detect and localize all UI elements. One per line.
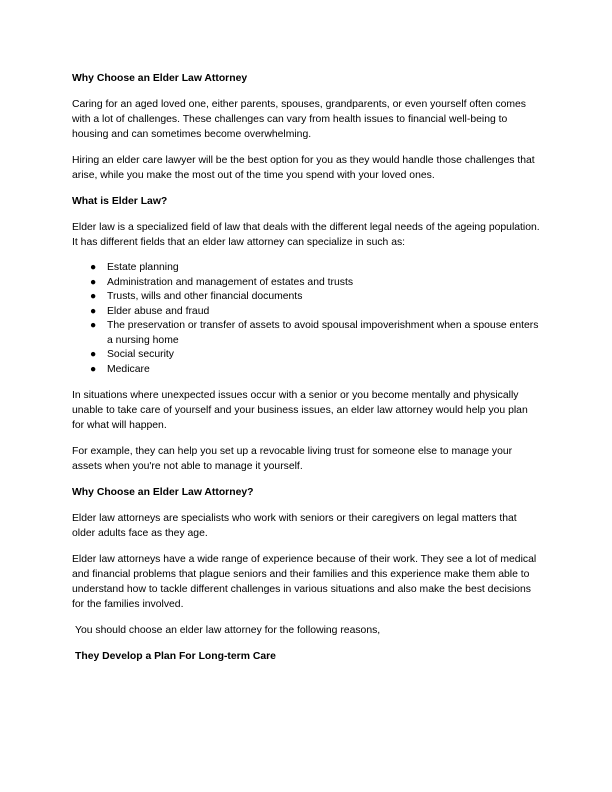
document-page	[72, 71, 542, 675]
list-item-text: The preservation or transfer of assets to avoid spousal impoverishment when a spouse enters a nursing home	[107, 320, 539, 346]
bullet-icon: ●	[90, 305, 97, 317]
list-item-text: Estate planning	[107, 262, 179, 273]
list-item	[72, 261, 542, 276]
bullet-icon: ●	[90, 363, 97, 375]
section-heading-why-choose: Why Choose an Elder Law Attorney?	[72, 487, 254, 498]
list-item	[72, 276, 542, 291]
bullet-icon: ●	[90, 349, 97, 360]
bullet-icon: ●	[90, 262, 97, 273]
list-item	[72, 363, 542, 378]
list-item-text: Trusts, wills and other financial documents	[107, 291, 303, 302]
list-item-text: Elder abuse and fraud	[107, 305, 210, 317]
document-title: Why Choose an Elder Law Attorney	[72, 73, 248, 84]
list-item	[72, 319, 542, 348]
specialists-paragraph: Elder law attorneys are specialists who work with seniors or their caregivers on legal matters that older adults face as they age.	[72, 513, 517, 539]
reasons-intro-paragraph: You should choose an elder law attorney for the following reasons,	[75, 625, 381, 636]
bullet-icon: ●	[90, 320, 97, 331]
list-item-text: Social security	[107, 349, 174, 360]
specialization-list	[72, 261, 542, 377]
experience-paragraph: Elder law attorneys have a wide range of experience because of their work. They see a lot of medical and financial problems that plague seniors and their families and this experience make them able to understand how to tackle different challenges in various situations and also make the best decisions for the families involved.	[72, 554, 537, 610]
elder-law-definition-paragraph: Elder law is a specialized field of law that deals with the different legal needs of the ageing population. It has different fields that an elder law attorney can specialize in such as:	[72, 222, 540, 248]
list-item	[72, 305, 542, 320]
list-item	[72, 290, 542, 305]
section-heading-what-is-elder-law: What is Elder Law?	[72, 196, 168, 207]
list-item-text: Medicare	[107, 363, 150, 375]
list-item	[72, 348, 542, 363]
intro-paragraph: Hiring an elder care lawyer will be the best option for you as they would handle those challenges that arise, while you make the most out of the time you spend with your loved ones.	[72, 155, 535, 181]
intro-paragraph: Caring for an aged loved one, either parents, spouses, grandparents, or even yourself often comes with a lot of challenges. These challenges can vary from health issues to financial well-being to housing and can sometimes become overwhelming.	[72, 99, 526, 140]
bullet-icon: ●	[90, 276, 97, 288]
section-heading-long-term-care: They Develop a Plan For Long-term Care	[75, 651, 276, 662]
situations-paragraph: In situations where unexpected issues occur with a senior or you become mentally and physically unable to take care of yourself and your business issues, an elder law attorney would help you plan for what will happen.	[72, 390, 528, 431]
list-item-text: Administration and management of estates and trusts	[107, 276, 354, 288]
example-paragraph: For example, they can help you set up a revocable living trust for someone else to manage your assets when you're not able to manage it yourself.	[72, 446, 513, 472]
bullet-icon: ●	[90, 291, 97, 302]
